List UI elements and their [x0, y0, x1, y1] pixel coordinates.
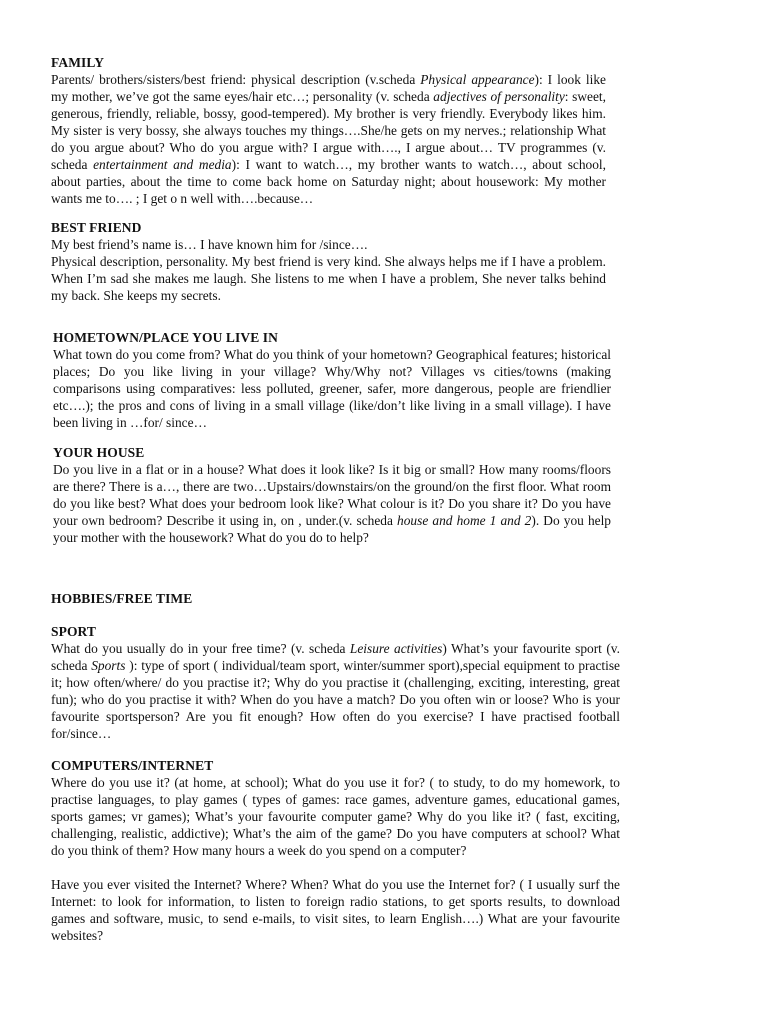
italic-reference: adjectives of personality [433, 89, 565, 104]
section-family [51, 54, 606, 207]
section-your-house [53, 444, 611, 546]
text-run: ). Do you help your mother with the housework? What do you do to help? [53, 513, 612, 545]
section-body: Physical description, personality. My best friend is very kind. She always helps me if I have a problem. When I’m sad she makes me laugh. She listens to me when I have a problem, She never talks behind my back. She keeps my secrets. [51, 254, 606, 303]
italic-reference: entertainment and media [93, 157, 232, 172]
italic-reference: Physical appearance [420, 72, 535, 87]
section-body [51, 71, 606, 207]
text-run: : sweet, generous, friendly, reliable, bossy, good-tempered). My brother is very friendly. Everybody likes him. My sister is very bossy, she always touches my things….She/he gets on my nerves.; relationship What do you argue about? Who do you argue with? I argue with…., I argue about… TV programmes (v. scheda [51, 89, 607, 172]
section-hobbies [51, 590, 611, 607]
section-body: Where do you use it? (at home, at school); What do you use it for? ( to study, to do my homework, to practise languages, to play games ( types of games: race games, adventure games, educational games, sports games; vr games); What’s your favourite computer game? Why do you like it? ( fast, exciting, challenging, realistic, addictive); What’s the aim of the game? Do you have computers at school? What do you think of them? How many hours a week do you spend on a computer? [51, 775, 620, 858]
section-heading: SPORT [51, 624, 97, 639]
section-sport [51, 623, 620, 742]
text-run: ) What’s your favourite sport (v. scheda [51, 641, 620, 673]
section-body [53, 461, 611, 546]
text-run: Parents/ brothers/sisters/best friend: physical description (v.scheda [51, 72, 421, 87]
section-body [51, 640, 620, 742]
italic-reference: Sports [91, 658, 126, 673]
section-heading: YOUR HOUSE [53, 445, 145, 460]
text-run: ): type of sport ( individual/team sport, winter/summer sport),special equipment to practise it; how often/where/ do you practise it?; Why do you practise it (challenging, exciting, interesting, great fun); who do you practise it with? When do you have a match? Do you often win or loose? Who is your favourite sportsperson? Are you fit enough? How often do you exercise? I have practised football for/since… [51, 658, 621, 741]
section-heading: HOBBIES/FREE TIME [51, 591, 193, 606]
section-best-friend [51, 219, 606, 304]
section-hometown [53, 329, 611, 431]
text-run: ): I want to watch…, my brother wants to watch…, about school, about parties, about the time to come back home on Saturday night; about housework: My mother wants me to…. ; I get o n well with….because… [51, 157, 606, 206]
section-computers [51, 757, 620, 944]
paragraph-gap [51, 859, 620, 876]
italic-reference: Leisure activities [349, 641, 443, 656]
section-body: Have you ever visited the Internet? Where? When? What do you use the Internet for? ( I usually surf the Internet: to look for information, to listen to foreign radio stations, to get sports results, to download games and software, music, to send e-mails, to visit sites, to learn English….) What are your favourite websites? [51, 877, 620, 943]
italic-reference: house and home 1 and 2 [397, 513, 532, 528]
section-body: What town do you come from? What do you think of your hometown? Geographical features; historical places; Do you like living in your village? Why/Why not? Villages vs cities/towns (making comparisons using comparatives: less polluted, greener, safer, more dangerous, people are friendlier etc….); the pros and cons of living in a small village (like/don’t like living in a small village). I have been living in …for/ since… [53, 347, 611, 430]
section-heading: BEST FRIEND [51, 220, 142, 235]
section-body: My best friend’s name is… I have known him for /since…. [51, 237, 368, 252]
text-run: Do you live in a flat or in a house? What does it look like? Is it big or small? How many rooms/floors are there? There is a…, there are two…Upstairs/downstairs/on the ground/on the first floor. What room do you like best? What does your bedroom look like? What colour is it? Do you share it? Do you have your own bedroom? Describe it using in, on , under.(v. scheda [53, 462, 611, 528]
section-heading: COMPUTERS/INTERNET [51, 758, 214, 773]
text-run: What do you usually do in your free time? (v. scheda [51, 641, 350, 656]
section-heading: HOMETOWN/PLACE YOU LIVE IN [53, 330, 279, 345]
text-run: ): I look like my mother, we’ve got the same eyes/hair etc…; personality (v. scheda [51, 72, 606, 104]
section-heading: FAMILY [51, 55, 105, 70]
